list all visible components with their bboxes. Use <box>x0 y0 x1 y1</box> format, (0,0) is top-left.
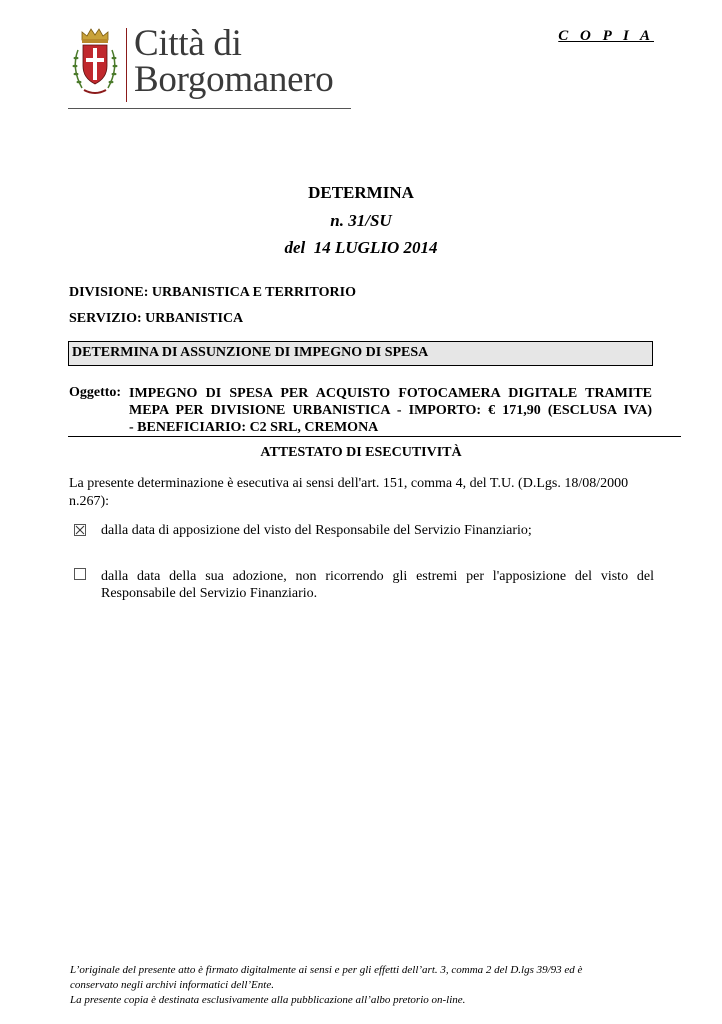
footer-line-1: L’originale del presente atto è firmato digitalmente ai sensi e per gli effetti dell’art. 3, comma 2 del D.lgs 39/93 ed è <box>70 964 583 976</box>
service-label: SERVIZIO: URBANISTICA <box>69 311 244 326</box>
subject-label: Oggetto: <box>69 385 122 400</box>
logo-text-line1: Città di <box>134 23 242 64</box>
option-2-line-1: dalla data della sua adozione, non ricorrendo gli estremi per l'apposizione del visto del <box>101 569 654 584</box>
act-type-box: DETERMINA DI ASSUNZIONE DI IMPEGNO DI SPESA <box>68 341 653 366</box>
option-2-line-2: Responsabile del Servizio Finanziario. <box>101 586 318 601</box>
copy-stamp: C O P I A <box>558 28 654 44</box>
attestation-paragraph: La presente determinazione è esecutiva ai sensi dell'art. 151, comma 4, del T.U. (D.Lgs. 18/08/2000 n.267): <box>69 476 629 509</box>
option-2-text <box>101 568 654 602</box>
logo-text-line2: Borgomanero <box>134 59 334 100</box>
subject-text <box>129 385 652 436</box>
logo-divider <box>126 28 127 102</box>
footer-line-2: conservato negli archivi informatici dell’Ente. <box>70 979 274 991</box>
checked-x-icon <box>75 525 85 535</box>
subject-line-2: MEPA PER DIVISIONE URBANISTICA - IMPORTO: € 171,90 (ESCLUSA IVA) <box>129 403 652 418</box>
attestation-title: ATTESTATO DI ESECUTIVITÀ <box>260 445 462 460</box>
logo-underline <box>68 108 351 109</box>
city-logo <box>68 24 352 112</box>
subject-line-1: IMPEGNO DI SPESA PER ACQUISTO FOTOCAMERA DIGITALE TRAMITE <box>129 386 652 401</box>
subject-line-3: - BENEFICIARIO: C2 SRL, CREMONA <box>129 420 379 435</box>
option-1-checkbox[interactable] <box>74 524 86 536</box>
document-number: n. 31/SU <box>330 211 392 230</box>
subject-divider <box>68 436 681 437</box>
division-label: DIVISIONE: URBANISTICA E TERRITORIO <box>69 285 356 300</box>
footer-line-3: La presente copia è destinata esclusivamente alla pubblicazione all’albo pretorio on-line. <box>70 994 466 1006</box>
option-2-checkbox[interactable] <box>74 568 86 580</box>
coat-of-arms-icon <box>68 26 122 102</box>
document-date: del 14 LUGLIO 2014 <box>284 238 438 257</box>
option-1-text: dalla data di apposizione del visto del Responsabile del Servizio Finanziario; <box>101 523 532 538</box>
footer-note <box>70 963 660 1008</box>
document-type: DETERMINA <box>308 183 414 202</box>
